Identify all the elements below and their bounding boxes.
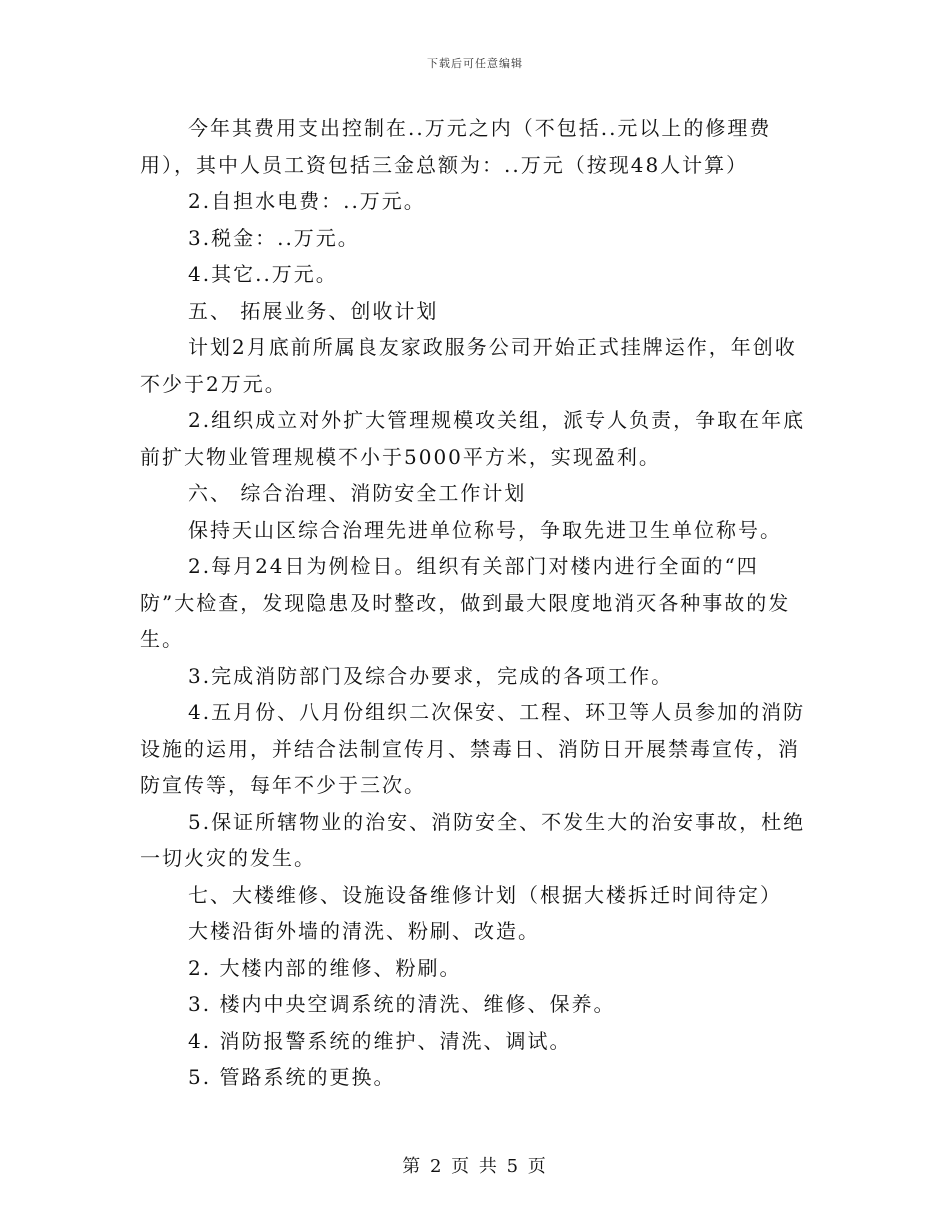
section-heading-safety: 六、 综合治理、消防安全工作计划 bbox=[188, 481, 527, 505]
paragraph-security: 5.保证所辖物业的治安、消防安全、不发生大的治安事故，杜绝一切火灾的发生。 bbox=[140, 809, 806, 870]
page-number: 第 2 页 共 5 页 bbox=[402, 1156, 548, 1177]
paragraph-interior: 2. 大楼内部的维修、粉刷。 bbox=[188, 955, 462, 980]
paragraph-utilities: 2.自担水电费：..万元。 bbox=[188, 189, 426, 213]
page-header: 下载后可任意编辑 bbox=[427, 57, 523, 70]
paragraph-advanced-unit: 保持天山区综合治理先进单位称号，争取先进卫生单位称号。 bbox=[188, 517, 782, 542]
section-heading-maintenance: 七、大楼维修、设施设备维修计划（根据大楼拆迁时间待定） bbox=[188, 882, 782, 907]
paragraph-drills: 4.五月份、八月份组织二次保安、工程、环卫等人员参加的消防设施的运用，并结合法制宣传月、禁毒日、消防日开展禁毒宣传，消防宣传等，每年不少于三次。 bbox=[140, 700, 806, 797]
paragraph-exterior-wall: 大楼沿街外墙的清洗、粉刷、改造。 bbox=[188, 919, 540, 943]
paragraph-hvac: 3. 楼内中央空调系统的清洗、维修、保养。 bbox=[188, 992, 616, 1016]
paragraph-expansion: 2.组织成立对外扩大管理规模攻关组，派专人负责，争取在年底前扩大物业管理规模不小于5000平方米，实现盈利。 bbox=[140, 408, 806, 469]
paragraph-fire-dept: 3.完成消防部门及综合办要求，完成的各项工作。 bbox=[188, 663, 674, 688]
document-body bbox=[140, 110, 812, 1096]
paragraph-fire-alarm: 4. 消防报警系统的维护、清洗、调试。 bbox=[188, 1028, 572, 1053]
paragraph-budget: 今年其费用支出控制在..万元之内（不包括..元以上的修理费用），其中人员工资包括三金总额为：..万元（按现48人计算） bbox=[140, 116, 772, 177]
paragraph-inspection-day: 2.每月24日为例检日。组织有关部门对楼内进行全面的“四防”大检查，发现隐患及时整改，做到最大限度地消灭各种事故的发生。 bbox=[140, 554, 791, 651]
paragraph-other: 4.其它..万元。 bbox=[188, 262, 338, 286]
section-heading-business: 五、 拓展业务、创收计划 bbox=[188, 298, 439, 323]
paragraph-pipes: 5. 管路系统的更换。 bbox=[188, 1065, 396, 1089]
paragraph-tax: 3.税金：..万元。 bbox=[188, 225, 360, 250]
paragraph-housekeeping: 计划2月底前所属良友家政服务公司开始正式挂牌运作，年创收不少于2万元。 bbox=[140, 335, 797, 396]
